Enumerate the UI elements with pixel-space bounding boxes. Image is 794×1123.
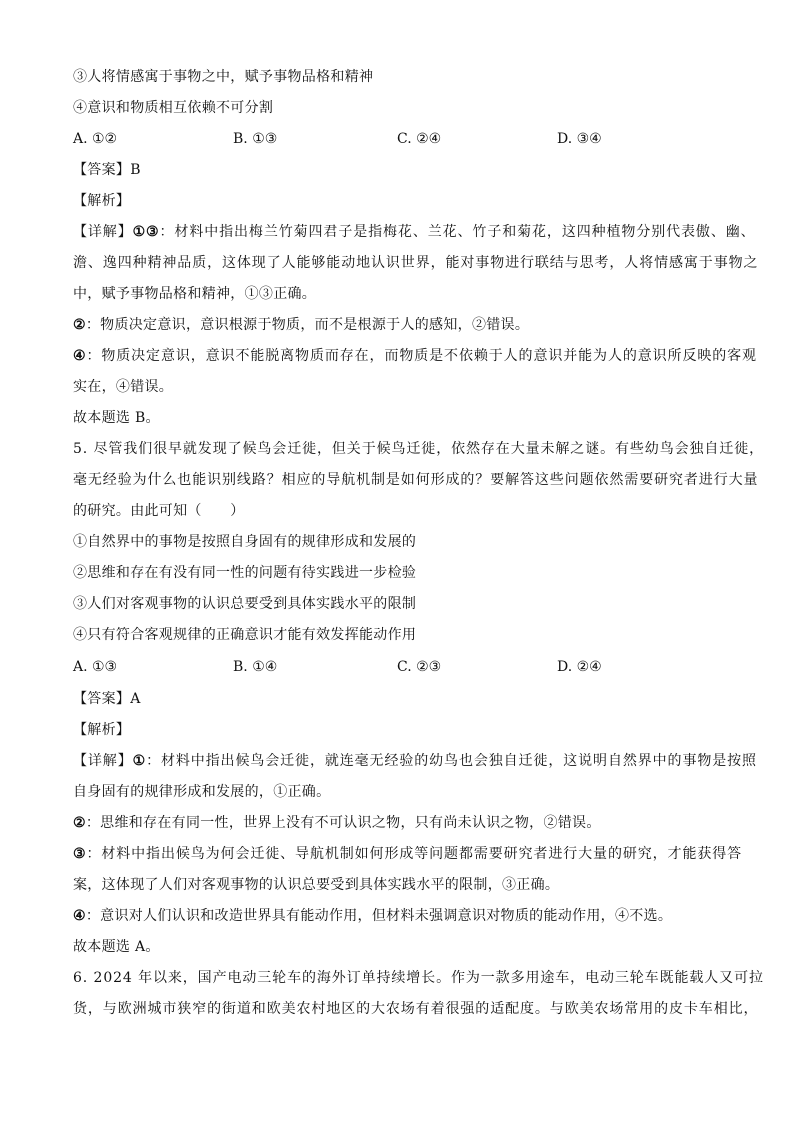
q5-options: [73, 658, 733, 676]
detail-mark: ①③: [132, 224, 160, 240]
q4-option-c: C. ②④: [397, 131, 442, 147]
detail-text: ：意识对人们认识和改造世界具有能动作用，但材料未强调意识对物质的能动作用，④不选。: [85, 908, 673, 924]
q4-detail-line-5: [73, 347, 757, 365]
q5-detail-line-5: 案，这体现了人们对客观事物的认识总要受到具体实践水平的限制，③正确。: [73, 877, 560, 893]
q5-item-4: ④只有符合客观规律的正确意识才能有效发挥能动作用: [73, 627, 417, 643]
answer-value: B: [130, 162, 141, 178]
q5-analysis-label: 【解析】: [73, 722, 131, 738]
q4-item-3: ③人将情感寓于事物之中，赋予事物品格和精神: [73, 69, 374, 85]
answer-value: A: [130, 691, 141, 707]
q5-item-1: ①自然界中的事物是按照自身固有的规律形成和发展的: [73, 534, 417, 550]
q4-detail-line-2: 澹、逸四种精神品质，这体现了人能够能动地认识世界，能对事物进行联结与思考，人将情感寓于事物之: [73, 255, 759, 271]
q5-option-d: D. ②④: [557, 659, 602, 675]
q4-analysis-label: 【解析】: [73, 193, 131, 209]
q4-option-b: B. ①③: [233, 131, 278, 147]
detail-text: ：材料中指出候鸟为何会迁徙、导航机制如何形成等问题都需要研究者进行大量的研究，才能获得答: [86, 846, 743, 862]
q4-detail-line-6: 实在，④错误。: [73, 379, 174, 395]
answer-label: 【答案】: [73, 162, 131, 178]
q4-detail-line-4: [73, 316, 529, 334]
q6-stem-line-1: 6. 2024 年以来，国产电动三轮车的海外订单持续增长。作为一款多用途车，电动三轮车既能载人又可拉: [73, 970, 764, 986]
q4-option-a: A. ①②: [73, 131, 118, 147]
q5-stem-line-2: 毫无经验为什么也能识别线路？相应的导航机制是如何形成的？要解答这些问题依然需要研究者进行大量: [73, 472, 759, 488]
detail-text: ：材料中指出候鸟会迁徙，就连毫无经验的幼鸟也会独自迁徙，这说明自然界中的事物是按照: [146, 753, 757, 769]
q5-option-b: B. ①④: [233, 659, 278, 675]
q5-option-c: C. ②③: [397, 659, 442, 675]
q4-conclusion: 故本题选 B。: [73, 410, 160, 426]
q4-answer: [73, 161, 141, 179]
q4-item-4: ④意识和物质相互依赖不可分割: [73, 100, 274, 116]
q4-options: [73, 130, 733, 148]
q5-detail-line-3: [73, 814, 601, 832]
q5-answer: [73, 690, 141, 708]
q5-item-3: ③人们对客观事物的认识总要受到具体实践水平的限制: [73, 596, 417, 612]
detail-mark: ②: [73, 317, 86, 333]
q5-conclusion: 故本题选 A。: [73, 939, 160, 955]
q5-detail-line-1: [73, 752, 757, 770]
q4-detail-line-3: 中，赋予事物品格和精神，①③正确。: [73, 286, 317, 302]
q6-stem-line-2: 货，与欧洲城市狭窄的街道和欧美农村地区的大农场有着很强的适配度。与欧美农场常用的皮卡车相比，: [73, 1001, 759, 1017]
q4-option-d: D. ③④: [557, 131, 602, 147]
q4-detail-line-1: [73, 223, 756, 241]
detail-mark: ④: [73, 908, 86, 924]
q5-detail-line-6: [73, 907, 672, 925]
detail-mark: ④: [73, 348, 87, 364]
q5-detail-line-4: [73, 845, 742, 863]
q5-item-2: ②思维和存在有没有同一性的问题有待实践进一步检验: [73, 565, 417, 581]
q5-stem-line-1: 5. 尽管我们很早就发现了候鸟会迁徙，但关于候鸟迁徙，依然存在大量未解之谜。有些幼鸟会独自迁徙，: [73, 441, 765, 457]
detail-label: 【详解】: [73, 224, 133, 240]
q5-stem-line-3: 的研究。由此可知（ ）: [73, 503, 245, 519]
detail-text: ：物质决定意识，意识不能脱离物质而存在，而物质是不依赖于人的意识并能为人的意识所反映的客观: [86, 348, 757, 364]
detail-text: ：材料中指出梅兰竹菊四君子是指梅花、兰花、竹子和菊花，这四种植物分别代表傲、幽、: [159, 224, 756, 240]
q5-detail-line-2: 自身固有的规律形成和发展的，①正确。: [73, 784, 331, 800]
detail-mark: ②: [73, 815, 86, 831]
detail-mark: ①: [132, 753, 147, 769]
q5-option-a: A. ①③: [73, 659, 118, 675]
detail-label: 【详解】: [73, 753, 133, 769]
detail-text: ：思维和存在有同一性，世界上没有不可认识之物，只有尚未认识之物，②错误。: [85, 815, 601, 831]
detail-mark: ③: [73, 846, 87, 862]
answer-label: 【答案】: [73, 691, 131, 707]
detail-text: ：物质决定意识，意识根源于物质，而不是根源于人的感知，②错误。: [85, 317, 530, 333]
